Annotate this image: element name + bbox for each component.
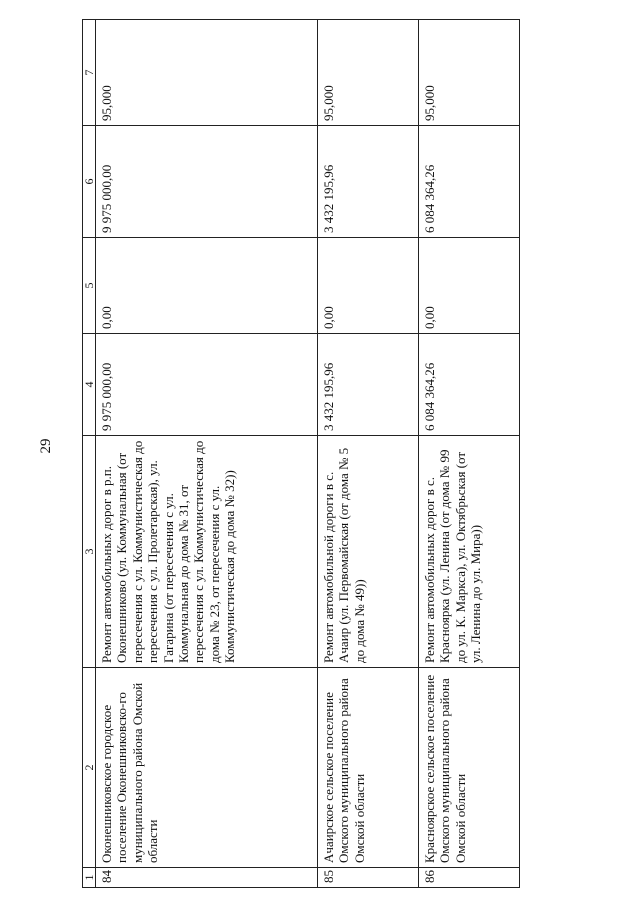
description-cell: Ремонт автомобильной дороги в с. Ачаир (ул. Первомайская (от дома № 5 до дома № 49)) <box>318 436 419 668</box>
amount-cell: 6 084 364,26 <box>419 334 520 436</box>
page-number-text: 29 <box>38 438 54 454</box>
amount-cell: 3 432 195,96 <box>318 334 419 436</box>
municipality-cell: Красноярское сельское поселение Омского муниципального района Омской области <box>419 668 520 868</box>
amount-cell: 9 975 000,00 <box>96 126 318 238</box>
description-cell: Ремонт автомобильных дорог в р.п. Оконешниково (ул. Коммунальная (от пересечения с ул. Коммунистическая до пересечения с ул. Пролетарская), ул. Гагарина (от пересечения с ул. Коммунальная до дома № 31, от пересечения с ул. Коммунистическая до дома № 23, от пересечения с ул. Коммунистическая до дома № 32)) <box>96 436 318 668</box>
table-row <box>318 20 419 888</box>
rotated-table-container <box>82 20 602 888</box>
header-cell: 3 <box>83 436 96 668</box>
municipality-cell: Ачаирское сельское поселение Омского муниципального района Омской области <box>318 668 419 868</box>
page-number <box>38 438 54 468</box>
header-row <box>83 20 96 888</box>
amount-cell: 0,00 <box>96 238 318 334</box>
table-row <box>96 20 318 888</box>
header-cell: 5 <box>83 238 96 334</box>
municipality-cell: Оконешниковское городское поселение Оконешниковско-го муниципального района Омской области <box>96 668 318 868</box>
row-number: 84 <box>96 868 318 888</box>
amount-cell: 0,00 <box>318 238 419 334</box>
amount-cell: 0,00 <box>419 238 520 334</box>
amount-cell: 3 432 195,96 <box>318 126 419 238</box>
header-cell: 6 <box>83 126 96 238</box>
row-number: 86 <box>419 868 520 888</box>
row-number: 85 <box>318 868 419 888</box>
header-cell: 7 <box>83 20 96 126</box>
budget-table <box>82 19 520 888</box>
header-cell: 2 <box>83 668 96 868</box>
header-cell: 1 <box>83 868 96 888</box>
header-cell: 4 <box>83 334 96 436</box>
amount-cell: 9 975 000,00 <box>96 334 318 436</box>
percent-cell: 95,000 <box>318 20 419 126</box>
table-row <box>419 20 520 888</box>
amount-cell: 6 084 364,26 <box>419 126 520 238</box>
percent-cell: 95,000 <box>419 20 520 126</box>
percent-cell: 95,000 <box>96 20 318 126</box>
description-cell: Ремонт автомобильных дорог в с. Красноярка (ул. Ленина (от дома № 99 до ул. К. Маркса), ул. Октябрьская (от ул. Ленина до ул. Мира)) <box>419 436 520 668</box>
